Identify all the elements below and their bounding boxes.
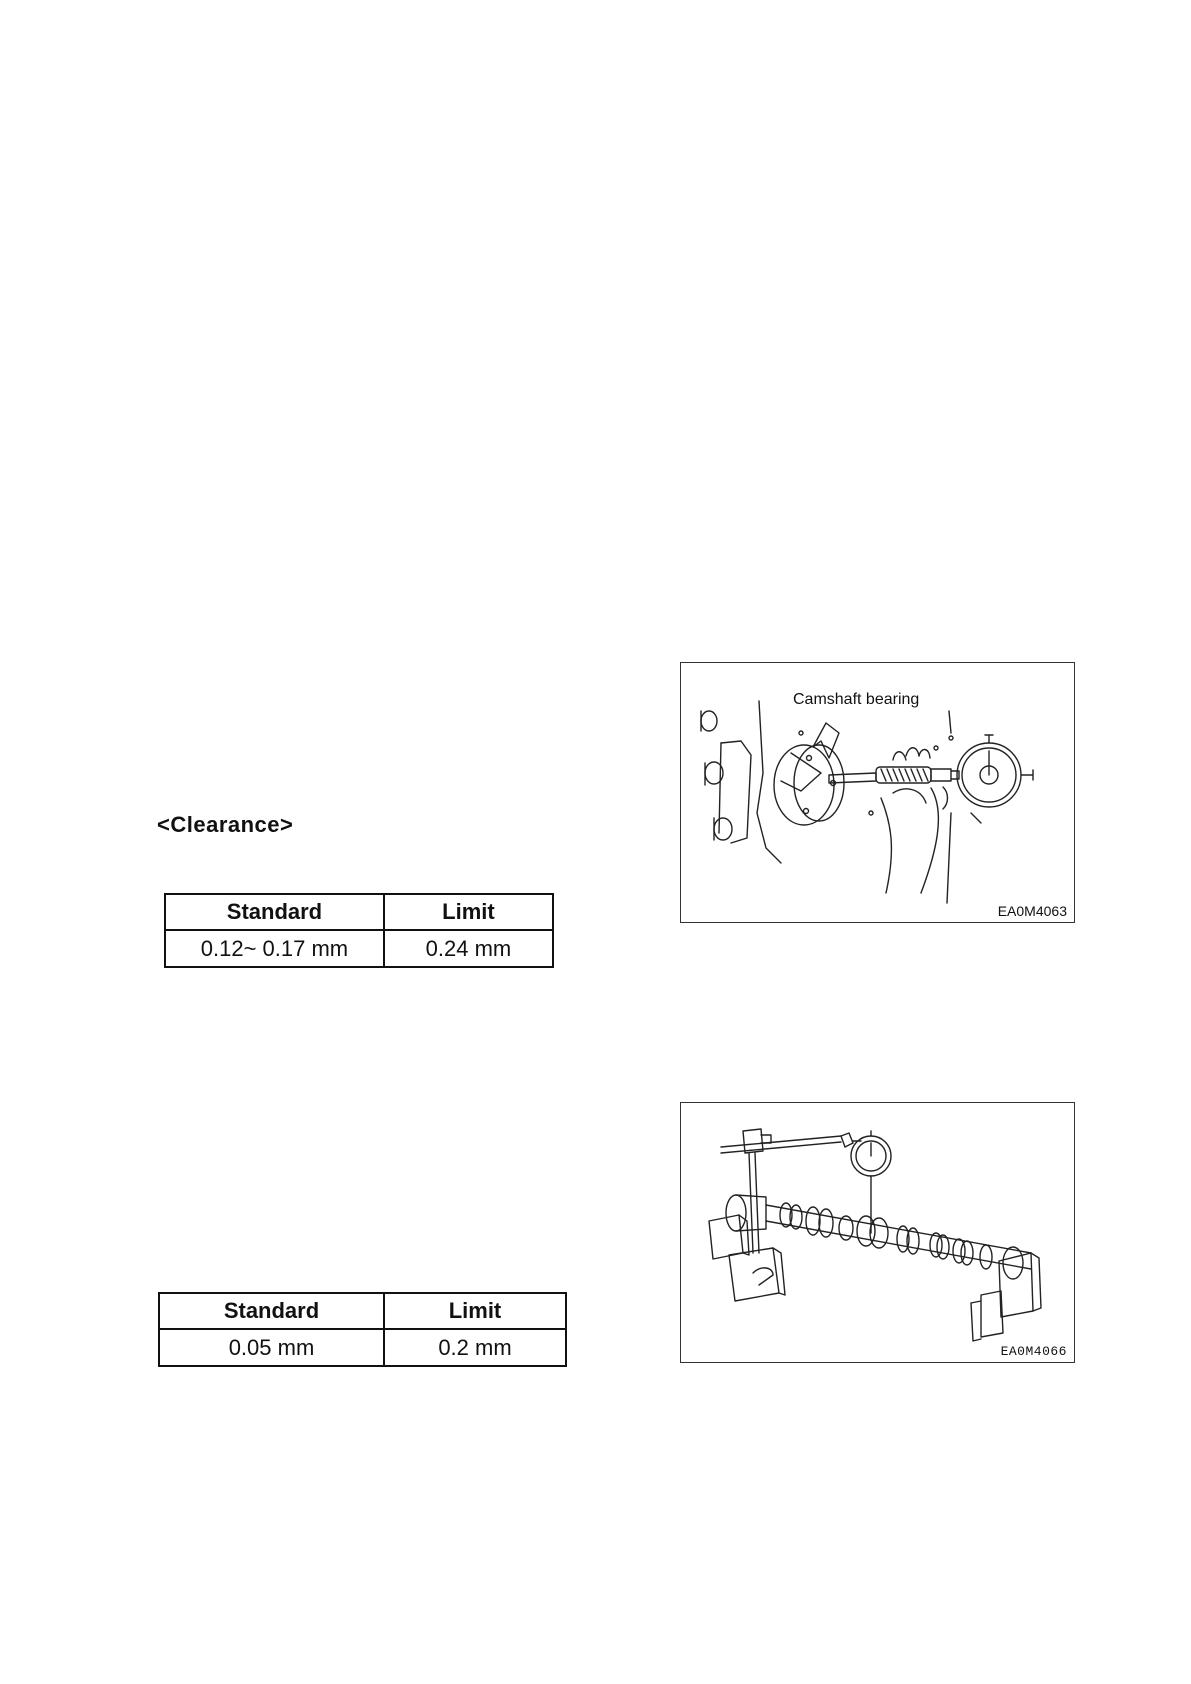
clearance-heading: <Clearance>: [157, 812, 294, 837]
table-header-row: [159, 1293, 566, 1329]
runout-spec-table: [158, 1292, 567, 1367]
clearance-spec-table: [164, 893, 554, 968]
camshaft-runout-figure: [680, 1102, 1075, 1363]
dial-indicator-camshaft-illustration: [681, 1103, 1074, 1362]
standard-value: 0.12~ 0.17 mm: [165, 930, 384, 967]
figure-code: EA0M4063: [997, 903, 1067, 919]
standard-value: 0.05 mm: [159, 1329, 384, 1366]
standard-header: Standard: [159, 1293, 384, 1329]
camshaft-bearing-figure: [680, 662, 1075, 923]
table-row: [159, 1329, 566, 1366]
camshaft-bearing-callout: Camshaft bearing: [793, 691, 920, 708]
figure-code: EA0M4066: [1000, 1344, 1067, 1359]
limit-header: Limit: [384, 1293, 566, 1329]
table-header-row: [165, 894, 553, 930]
limit-header: Limit: [384, 894, 553, 930]
limit-value: 0.2 mm: [384, 1329, 566, 1366]
limit-value: 0.24 mm: [384, 930, 553, 967]
standard-header: Standard: [165, 894, 384, 930]
table-row: [165, 930, 553, 967]
